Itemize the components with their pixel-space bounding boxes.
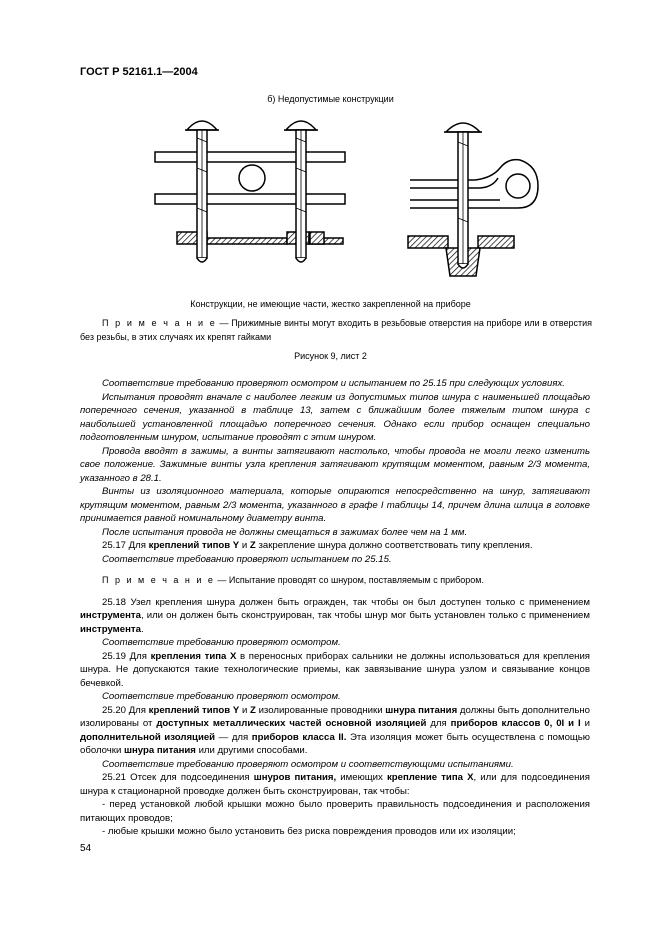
note-25-17: П р и м е ч а н и е — Испытание проводят со шнуром, поставляемым с прибором. xyxy=(102,575,484,585)
figure-subtitle: б) Недопустимые конструкции xyxy=(267,94,394,104)
figure-drawing xyxy=(0,108,661,293)
page-number: 54 xyxy=(80,843,92,854)
paragraph: Соответствие требованию проверяют испытанием по 25.15. xyxy=(102,553,392,565)
document-header: ГОСТ Р 52161.1—2004 xyxy=(80,66,198,78)
list-item: - любые крышки можно было установить без риска повреждения проводов или их изоляции; xyxy=(102,826,516,837)
left-construction-drawing xyxy=(155,121,345,262)
clause-25-20: 25.20 Для креплений типов Y и Z изолированные проводники шнура питания должны быть дополнительно изолированы от доступных металлических частей основной изоляцией для приборов классов 0, 0I и I и дополнительной изоляцией — для приборов класса II. Эта изоляция может быть осуществлена с помощью оболочки шнура питания или другими способами. xyxy=(80,704,590,756)
figure-title: Рисунок 9, лист 2 xyxy=(294,351,367,361)
clause-25-19: 25.19 Для крепления типа X в переносных приборах сальники не должны использоваться для крепления шнура. Не допускаются такие технологические приемы, как завязывание шнура узлом и связывание концов бечевкой. xyxy=(80,650,591,689)
paragraph: Провода вводят в зажимы, а винты затягивают настолько, чтобы провода не могли легко изменить свое положение. Зажимные винты узла крепления затягивают крутящим моментом, равным 2/3 момента, указанного в 28.1. xyxy=(80,445,590,484)
clause-25-18: 25.18 Узел крепления шнура должен быть огражден, так чтобы он был доступен только с применением инструмента, или он должен быть сконструирован, так чтобы шнур мог быть установлен только с применением инструмента. xyxy=(80,596,590,635)
paragraph: Соответствие требованию проверяют осмотром. xyxy=(102,637,341,648)
right-construction-drawing xyxy=(408,123,538,276)
clause-25-21: 25.21 Отсек для подсоединения шнуров питания, имеющих крепление типа X, или для подсоединения шнура к стационарной проводке должен быть сконструирован, так чтобы: xyxy=(80,772,590,797)
list-item: - перед установкой любой крышки можно было проверить правильность подсоединения и расположения питающих проводов; xyxy=(80,799,590,824)
figure-note xyxy=(80,316,592,344)
figure-caption: Конструкции, не имеющие части, жестко закрепленной на приборе xyxy=(190,299,471,309)
figure-note-text: — Прижимные винты могут входить в резьбовые отверстия на приборе или в отверстия без резьбы, в этих случаях их крепят гайками xyxy=(80,318,592,342)
paragraph: Соответствие требованию проверяют осмотром и соответствующими испытаниями. xyxy=(102,758,514,770)
body-text xyxy=(80,377,590,839)
figure-note-label: П р и м е ч а н и е xyxy=(102,318,217,328)
paragraph: Соответствие требованию проверяют осмотром. xyxy=(102,691,341,702)
clause-25-17: 25.17 Для креплений типов Y и Z закрепление шнура должно соответствовать типу крепления. xyxy=(102,540,533,551)
paragraph: Испытания проводят вначале с наиболее легким из допустимых типов шнура с наименьшей площадью поперечного сечения, указанной в таблице 13, затем с ближайшим более тяжелым типом шнура с наибольшей установленной площадью поперечного сечения. Однако если прибор оснащен специально подготовленным шнуром, испытание проводят с этим шнуром. xyxy=(80,391,590,443)
paragraph: Винты из изоляционного материала, которые опираются непосредственно на шнур, затягивают крутящим моментом, равным 2/3 момента, указанного в графе I таблицы 14, причем длина шлица в головке принимается равной номинальному диаметру винта. xyxy=(80,486,590,524)
paragraph: Соответствие требованию проверяют осмотром и испытанием по 25.15 при следующих условиях. xyxy=(102,378,565,389)
paragraph: После испытания провода не должны смещаться в зажимах более чем на 1 мм. xyxy=(102,526,468,538)
